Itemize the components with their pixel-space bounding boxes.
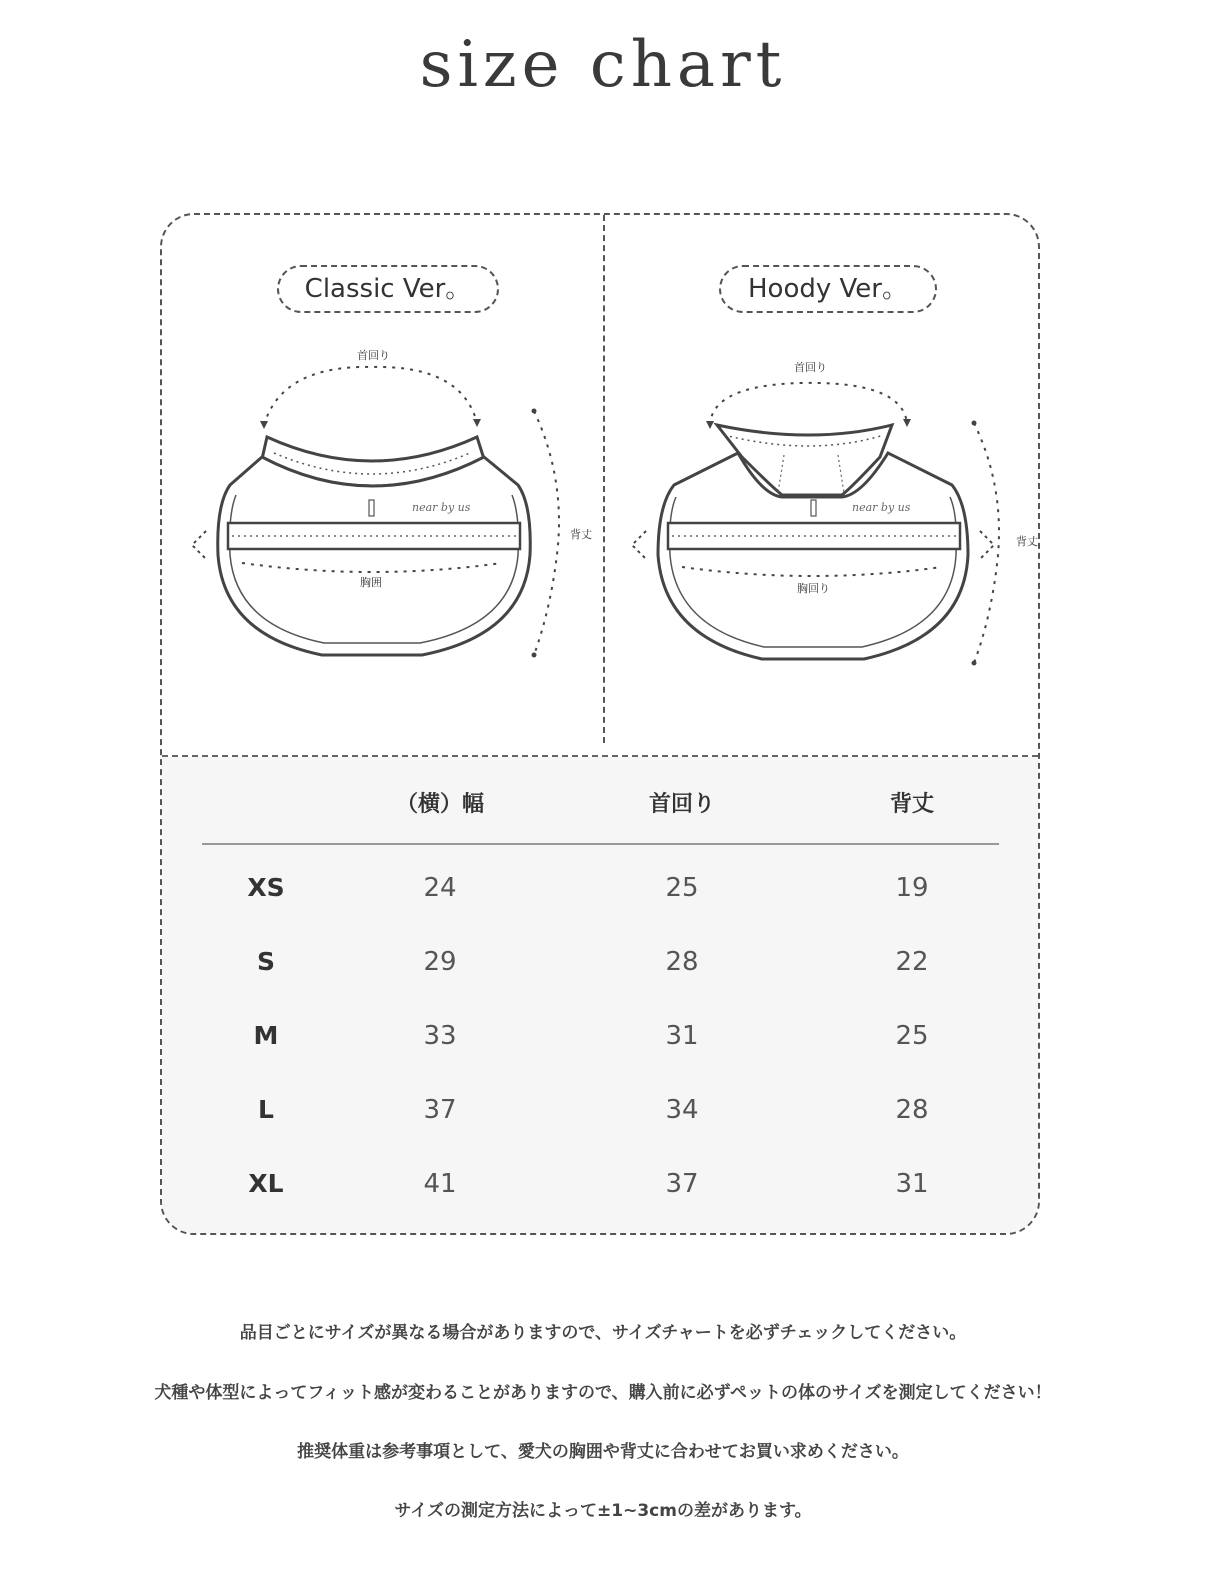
back-cell: 28 <box>895 1095 929 1125</box>
neck-cell: 31 <box>665 1021 699 1051</box>
page-title: size chart <box>419 28 787 102</box>
table-row <box>162 1095 1038 1135</box>
width-cell: 24 <box>423 873 457 903</box>
note-line: サイズの測定方法によって±1~3cmの差があります。 <box>394 1501 812 1521</box>
neck-cell: 34 <box>665 1095 699 1125</box>
size-cell: S <box>256 947 275 976</box>
table-row <box>162 1021 1038 1061</box>
hoody-bib-illustration <box>612 345 1040 685</box>
note-line: 推奨体重は参考事項として、愛犬の胸囲や背丈に合わせてお買い求めください。 <box>297 1442 909 1462</box>
note-line: 品目ごとにサイズが異なる場合がありますので、サイズチャートを必ずチェックしてください。 <box>239 1323 967 1343</box>
size-cell: XL <box>248 1169 284 1198</box>
size-cell: M <box>253 1021 279 1050</box>
back-cell: 22 <box>895 947 929 977</box>
classic-back-label: 背丈 <box>570 528 592 541</box>
size-chart-card <box>160 213 1040 1235</box>
neck-cell: 25 <box>665 873 699 903</box>
classic-brand-text: near by us <box>412 501 471 514</box>
table-row <box>162 1169 1038 1209</box>
vertical-divider <box>603 215 605 743</box>
classic-version-label: Classic Ver。 <box>277 265 499 313</box>
classic-chest-label: 胸囲 <box>360 576 382 589</box>
hoody-version-label: Hoody Ver。 <box>719 265 937 313</box>
neck-cell: 28 <box>665 947 699 977</box>
size-cell: L <box>258 1095 274 1124</box>
table-row <box>162 947 1038 987</box>
size-table <box>162 757 1038 1235</box>
hoody-neck-label: 首回り <box>794 361 827 374</box>
header-neck: 首回り <box>648 792 715 817</box>
hoody-chest-label: 胸回り <box>797 582 830 595</box>
classic-neck-label: 首回り <box>357 349 390 362</box>
note-line: 犬種や体型によってフィット感が変わることがありますので、購入前に必ずペットの体のサイズを測定してください！ <box>154 1383 1052 1403</box>
size-cell: XS <box>247 873 285 902</box>
illustration-area <box>162 215 1038 755</box>
width-cell: 29 <box>423 947 457 977</box>
header-width: （横）幅 <box>395 792 484 817</box>
width-cell: 37 <box>423 1095 457 1125</box>
width-cell: 33 <box>423 1021 457 1051</box>
header-back: 背丈 <box>889 792 934 817</box>
table-row <box>162 873 1038 913</box>
neck-cell: 37 <box>665 1169 699 1199</box>
table-header <box>162 787 1038 827</box>
back-cell: 19 <box>895 873 929 903</box>
back-cell: 25 <box>895 1021 929 1051</box>
classic-bib-illustration <box>172 345 602 685</box>
hoody-brand-text: near by us <box>852 501 911 514</box>
hoody-back-label: 背丈 <box>1016 535 1038 548</box>
back-cell: 31 <box>895 1169 929 1199</box>
width-cell: 41 <box>423 1169 457 1199</box>
header-rule <box>202 843 999 845</box>
